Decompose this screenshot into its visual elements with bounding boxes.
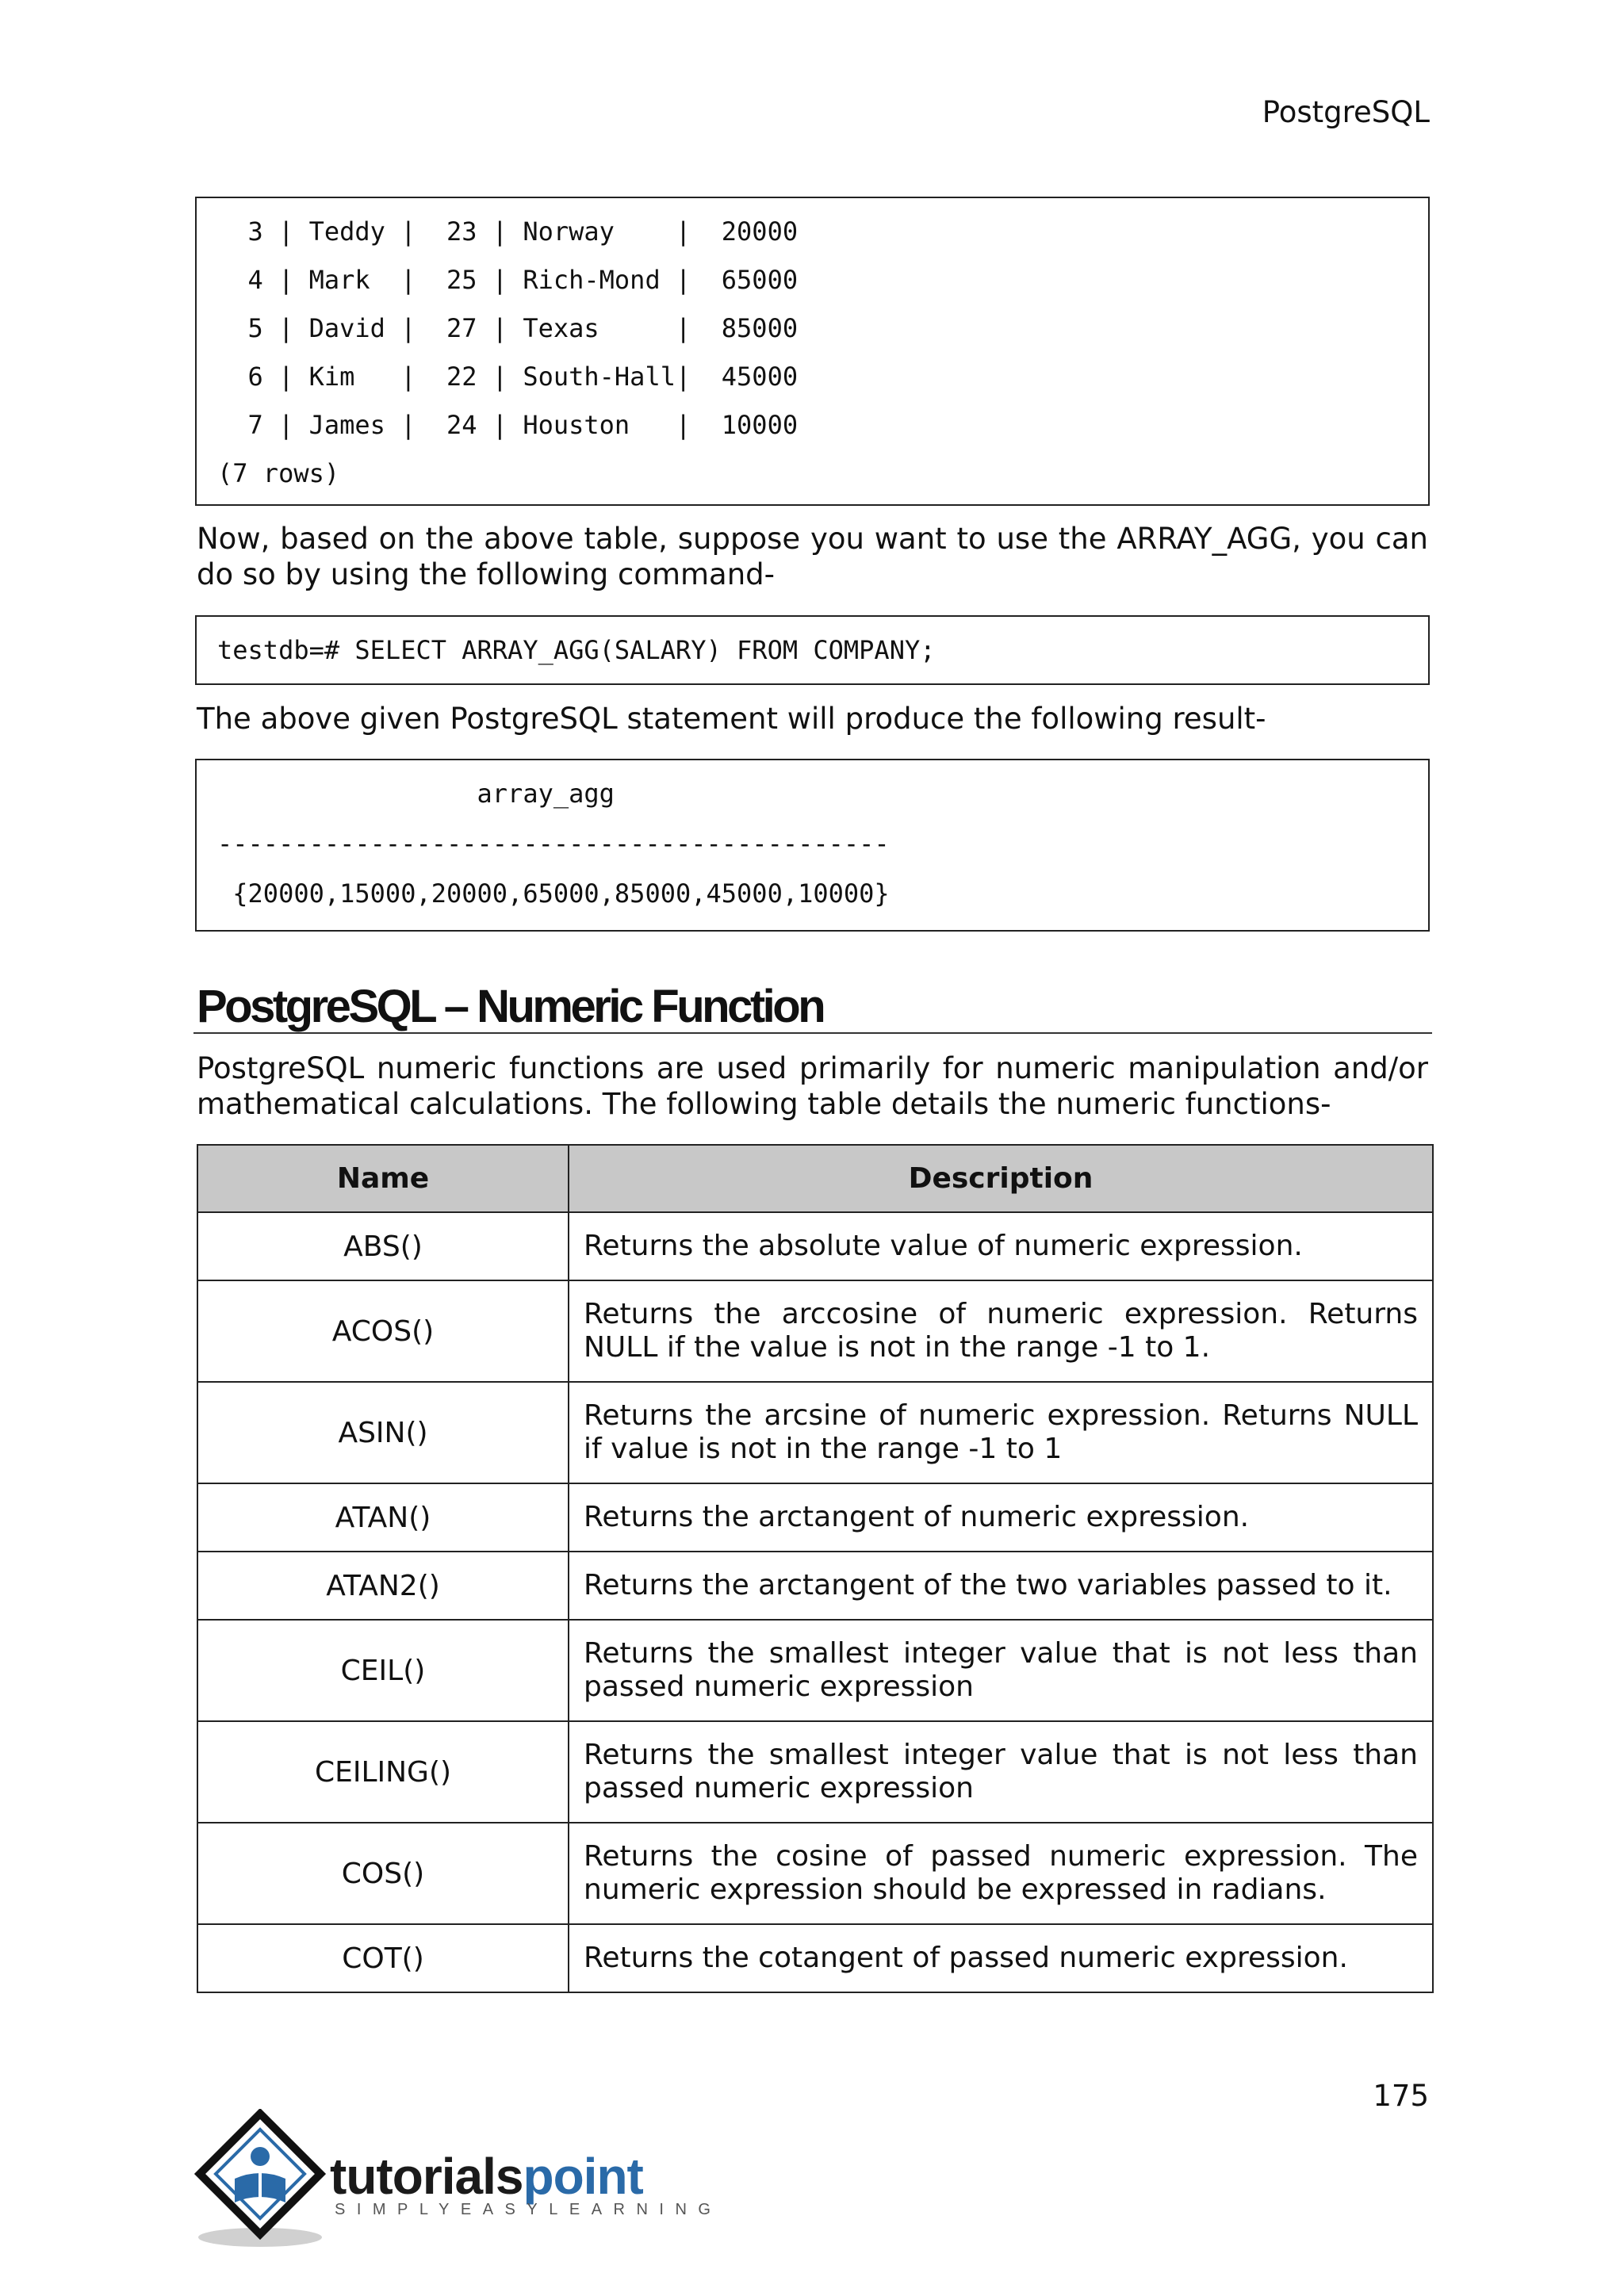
function-description: Returns the cosine of passed numeric expression. The numeric expression should be expressed in radians.	[569, 1823, 1433, 1924]
function-name: COS()	[197, 1823, 569, 1924]
logo-wordmark	[330, 2147, 643, 2206]
table-row	[197, 1280, 1433, 1382]
function-description: Returns the arcsine of numeric expression. Returns NULL if value is not in the range -1 to 1	[569, 1382, 1433, 1483]
logo-emblem-icon	[193, 2109, 336, 2252]
code-line: 6 | Kim | 22 | South-Hall| 45000	[217, 362, 799, 392]
paragraph: PostgreSQL numeric functions are used primarily for numeric manipulation and/or mathematical calculations. The following table details the numeric functions-	[197, 1051, 1428, 1121]
result-codeblock	[195, 759, 1430, 932]
logo-word-tutorials: tutorials	[330, 2148, 523, 2205]
function-description: Returns the arctangent of numeric expression.	[569, 1483, 1433, 1552]
code-line: testdb=# SELECT ARRAY_AGG(SALARY) FROM COMPANY;	[217, 635, 936, 665]
function-description: Returns the cotangent of passed numeric expression.	[569, 1924, 1433, 1992]
function-description: Returns the arctangent of the two variables passed to it.	[569, 1552, 1433, 1620]
function-name: COT()	[197, 1924, 569, 1992]
function-name: ATAN()	[197, 1483, 569, 1552]
column-header-description: Description	[569, 1145, 1433, 1212]
table-row	[197, 1382, 1433, 1483]
function-name: CEILING()	[197, 1721, 569, 1823]
code-line: 4 | Mark | 25 | Rich-Mond | 65000	[217, 265, 799, 295]
code-line: 3 | Teddy | 23 | Norway | 20000	[217, 216, 799, 247]
table-row	[197, 1620, 1433, 1721]
section-title: PostgreSQL – Numeric Function	[197, 981, 824, 1032]
table-output-codeblock	[195, 197, 1430, 506]
code-line: {20000,15000,20000,65000,85000,45000,10000}	[217, 878, 890, 909]
code-line: 7 | James | 24 | Houston | 10000	[217, 410, 799, 440]
title-divider	[193, 1032, 1432, 1034]
column-header-name: Name	[197, 1145, 569, 1212]
code-line: array_agg	[217, 779, 615, 809]
function-description: Returns the smallest integer value that is not less than passed numeric expression	[569, 1620, 1433, 1721]
logo-word-point: point	[523, 2148, 643, 2205]
function-description: Returns the arccosine of numeric expression. Returns NULL if the value is not in the range -1 to 1.	[569, 1280, 1433, 1382]
tutorialspoint-logo	[193, 2109, 722, 2252]
function-name: ATAN2()	[197, 1552, 569, 1620]
code-line: --------------------------------------------	[217, 828, 890, 859]
function-name: ACOS()	[197, 1280, 569, 1382]
function-name: CEIL()	[197, 1620, 569, 1721]
function-description: Returns the absolute value of numeric expression.	[569, 1212, 1433, 1280]
function-name: ASIN()	[197, 1382, 569, 1483]
command-codeblock	[195, 615, 1430, 685]
code-line: (7 rows)	[217, 458, 340, 488]
page-header: PostgreSQL	[1262, 95, 1430, 129]
numeric-functions-table	[197, 1144, 1434, 1993]
paragraph: Now, based on the above table, suppose you want to use the ARRAY_AGG, you can do so by using the following command-	[197, 522, 1428, 591]
table-row	[197, 1483, 1433, 1552]
function-description: Returns the smallest integer value that is not less than passed numeric expression	[569, 1721, 1433, 1823]
paragraph: The above given PostgreSQL statement will produce the following result-	[197, 702, 1266, 736]
table-row	[197, 1721, 1433, 1823]
table-row	[197, 1212, 1433, 1280]
page-number: 175	[1373, 2079, 1429, 2113]
code-line: 5 | David | 27 | Texas | 85000	[217, 313, 799, 343]
table-row	[197, 1552, 1433, 1620]
table-row	[197, 1924, 1433, 1992]
function-name: ABS()	[197, 1212, 569, 1280]
logo-tagline: SIMPLYEASYLEARNING	[335, 2201, 722, 2218]
table-row	[197, 1823, 1433, 1924]
